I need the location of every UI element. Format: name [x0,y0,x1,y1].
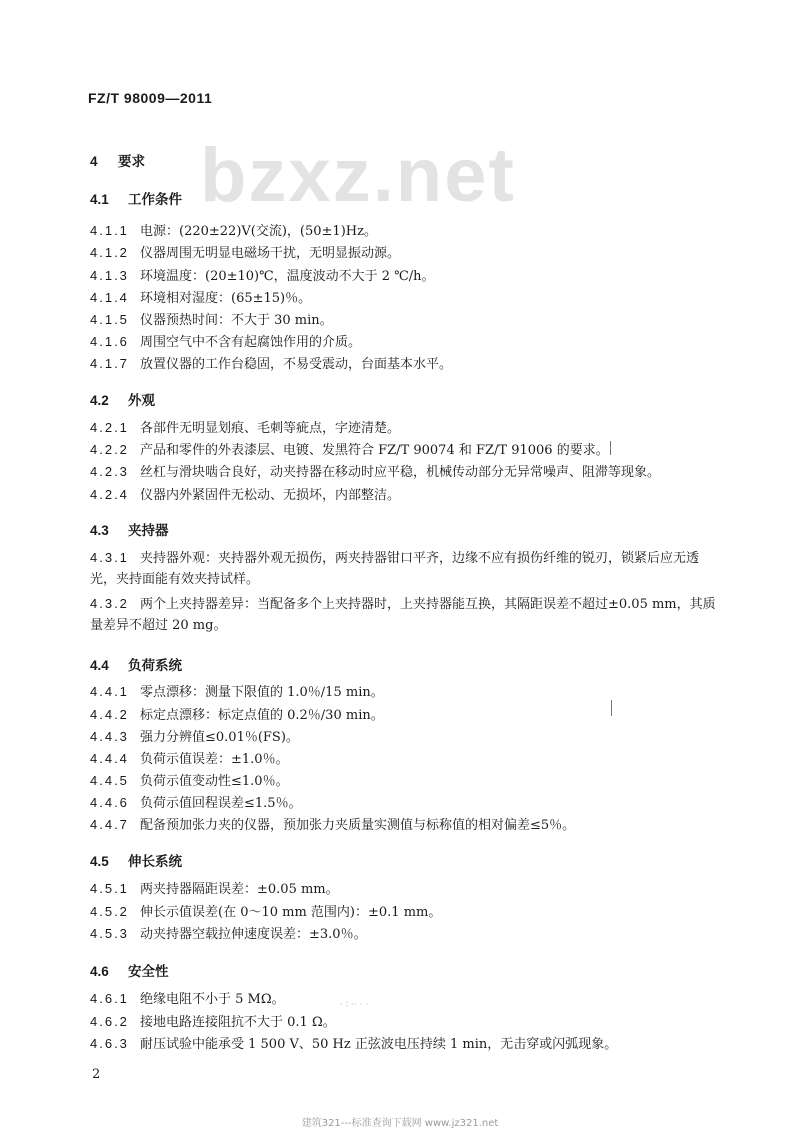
clause-item [90,357,452,371]
clause-number: 4.4.6 [90,795,129,810]
clause-text: 放置仪器的工作台稳固，不易受震动，台面基本水平。 [140,357,453,372]
clause-item [90,335,361,349]
document-code-header: FZ/T 98009—2011 [88,90,213,106]
clause-item [90,421,400,435]
clause-number: 4.1.7 [90,356,129,371]
clause-text: 耐压试验中能承受 1 500 V、50 Hz 正弦波电压持续 1 min，无击穿或闪弧现象。 [140,1037,618,1052]
clause-number: 4.2.4 [90,487,129,502]
scan-mark [611,700,612,716]
clause-number: 4.4.4 [90,751,129,766]
section-title: 伸长系统 [128,854,182,870]
clause-text: 负荷示值回程误差≤1.5％。 [140,796,302,811]
section-title: 外观 [128,393,155,409]
clause-item [90,1037,617,1051]
clause-text: 周围空气中不含有起腐蚀作用的介质。 [140,335,362,350]
clause-number: 4.6.3 [90,1036,129,1051]
clause-number: 4.6.1 [90,991,129,1006]
clause-text: 环境温度：(20±10)℃，温度波动不大于 2 ℃/h。 [140,269,435,284]
clause-item [90,708,384,722]
clause-number: 4.1.3 [90,268,129,283]
watermark-text: bzxz.net [200,133,516,218]
clause-item [90,269,435,283]
clause-number: 4.1.5 [90,312,129,327]
section-heading [90,389,155,409]
clause-text: 电源：(220±22)V(交流)，(50±1)Hz。 [140,224,377,239]
section-number: 4.1 [90,192,109,207]
clause-text: 丝杠与滑块啮合良好，动夹持器在移动时应平稳，机械传动部分无异常噪声、阻滞等现象。 [140,465,661,480]
clause-item [90,882,339,896]
section-heading [90,519,169,539]
clause-text: 仪器内外紧固件无松动、无损坏，内部整洁。 [140,488,401,503]
clause-paragraph [90,593,720,636]
section-heading [90,960,169,980]
clause-text: 各部件无明显划痕、毛刺等疵点，字迹清楚。 [140,421,401,436]
section-title: 安全性 [128,964,169,980]
section-heading [90,188,182,208]
section-title: 夹持器 [128,523,169,539]
clause-item [90,752,289,766]
clause-item [90,796,302,810]
section-heading [90,654,182,674]
section-number: 4.2 [90,393,109,408]
clause-text: 仪器预热时间：不大于 30 min。 [140,313,333,328]
clause-number: 4.3.1 [90,550,129,565]
clause-item [90,291,311,305]
clause-text: 动夹持器空载拉伸速度误差：±3.0％。 [140,927,367,942]
clause-number: 4.6.2 [90,1014,129,1029]
clause-item [90,774,289,788]
clause-item [90,927,367,941]
clause-text: 夹持器外观：夹持器外观无损伤，两夹持器钳口平齐，边缘不应有损伤纤维的锐刃，锁紧后应无透光，夹持面能有效夹持试样。 [90,551,700,587]
clause-text: 负荷示值变动性≤1.0％。 [140,774,289,789]
clause-number: 4.2.1 [90,420,129,435]
section-number: 4 [90,154,98,169]
clause-number: 4.2.2 [90,442,129,457]
clause-item [90,905,441,919]
section-number: 4.4 [90,658,109,673]
footer-text: 建筑321---标准查询下载网 www.jz321.net [301,1118,499,1129]
clause-item [90,465,660,479]
section-heading [90,150,145,170]
clause-text: 绝缘电阻不小于 5 MΩ。 [140,992,285,1007]
section-number: 4.6 [90,964,109,979]
clause-item [90,818,575,832]
scan-mark [610,441,611,455]
clause-item [90,313,333,327]
clause-number: 4.1.6 [90,334,129,349]
clause-text: 伸长示值误差(在 0～10 mm 范围内)：±0.1 mm。 [140,905,442,920]
clause-number: 4.1.2 [90,245,129,260]
clause-item [90,992,285,1006]
section-title: 负荷系统 [128,658,182,674]
clause-item [90,730,299,744]
section-number: 4.3 [90,523,109,538]
clause-item [90,443,609,457]
clause-number: 4.1.1 [90,223,129,238]
clause-number: 4.4.3 [90,729,129,744]
clause-number: 4.4.1 [90,684,129,699]
clause-item [90,1015,336,1029]
section-title: 要求 [118,154,145,170]
clause-number: 4.2.3 [90,464,129,479]
clause-number: 4.1.4 [90,290,129,305]
clause-text: 仪器周围无明显电磁场干扰，无明显振动源。 [140,246,401,261]
clause-number: 4.4.5 [90,773,129,788]
section-number: 4.5 [90,854,109,869]
clause-text: 配备预加张力夹的仪器，预加张力夹质量实测值与标称值的相对偏差≤5％。 [140,818,576,833]
clause-number: 4.4.7 [90,817,129,832]
clause-number: 4.3.2 [90,596,129,611]
section-heading [90,850,182,870]
clause-text: 标定点漂移：标定点值的 0.2％/30 min。 [140,708,384,723]
clause-text: 产品和零件的外表漆层、电镀、发黑符合 FZ/T 90074 和 FZ/T 91006 的要求。 [140,443,609,458]
clause-item [90,224,377,238]
clause-text: 零点漂移：测量下限值的 1.0％/15 min。 [140,685,384,700]
clause-number: 4.5.2 [90,904,129,919]
clause-text: 接地电路连接阻抗不大于 0.1 Ω。 [140,1015,336,1030]
clause-item [90,488,400,502]
clause-number: 4.5.1 [90,881,129,896]
clause-text: 环境相对湿度：(65±15)％。 [140,291,312,306]
clause-paragraph [90,547,720,590]
clause-item [90,246,400,260]
scan-speck: · ∶ ·· · · [340,1000,369,1010]
section-title: 工作条件 [128,192,182,208]
clause-text: 两个上夹持器差异：当配备多个上夹持器时，上夹持器能互换，其隔距误差不超过±0.05 mm，其质量差异不超过 20 mg。 [90,597,716,633]
clause-number: 4.5.3 [90,926,129,941]
clause-text: 负荷示值误差：±1.0％。 [140,752,289,767]
clause-text: 强力分辨值≤0.01％(FS)。 [140,730,299,745]
clause-text: 两夹持器隔距误差：±0.05 mm。 [140,882,339,897]
page-number: 2 [92,1067,101,1082]
clause-item [90,685,384,699]
clause-number: 4.4.2 [90,707,129,722]
